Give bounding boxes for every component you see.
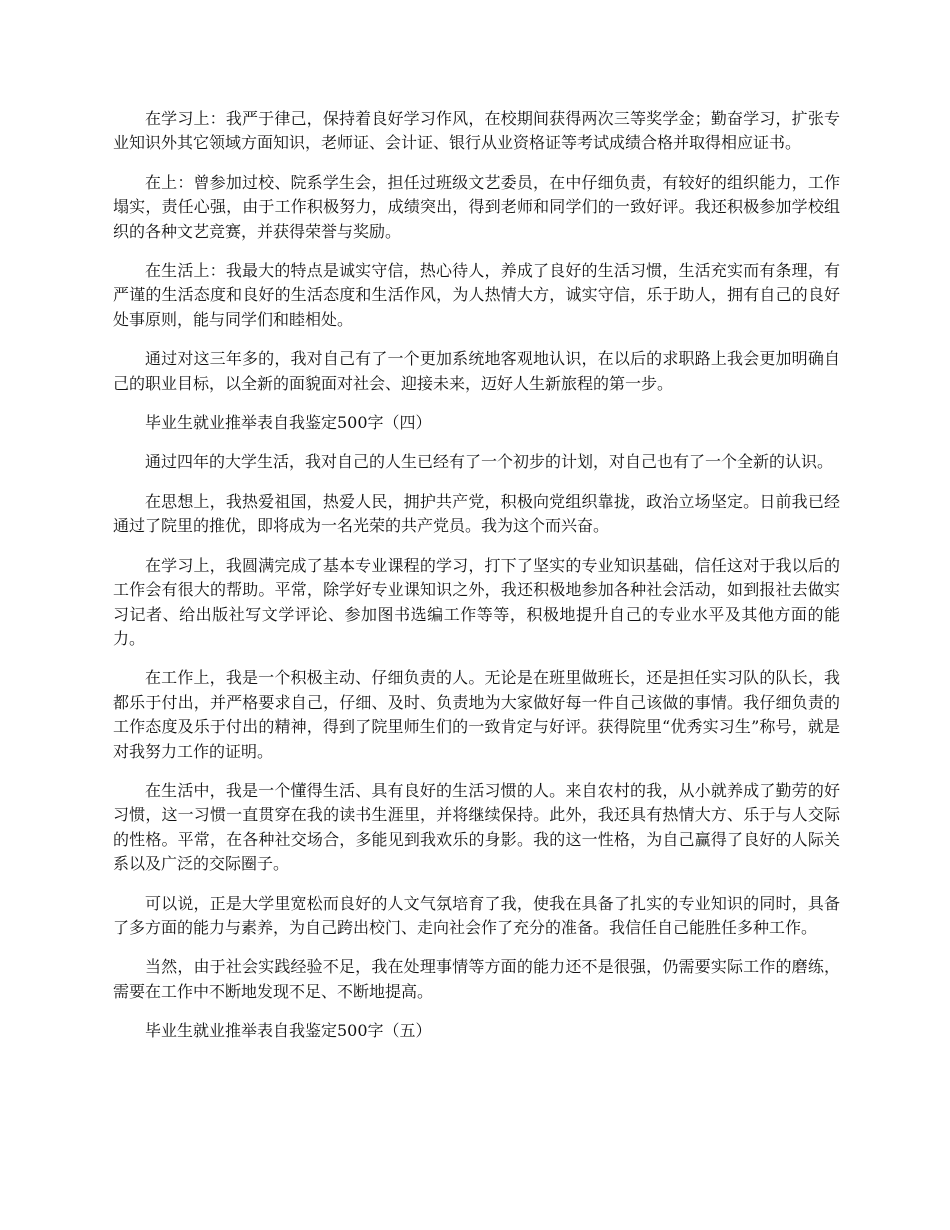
paragraph-conclusion-4: 可以说，正是大学里宽松而良好的人文气氛培育了我，使我在具备了扎实的专业知识的同时，具备了多方面的能力与素养，为自己跨出校门、走向社会作了充分的准备。我信任自己能胜任多种工作。 — [113, 893, 840, 937]
paragraph-life-4: 在生活中，我是一个懂得生活、具有良好的生活习惯的人。来自农村的我，从小就养成了勤劳的好习惯，这一习惯一直贯穿在我的读书生涯里，并将继续保持。此外，我还具有热情大方、乐于与人交际的性格。平常，在各种社交场合，多能见到我欢乐的身影。我的这一性格，为自己赢得了良好的人际关系以及广泛的交际圈子。 — [113, 780, 840, 874]
paragraph-life-1: 在生活上：我最大的特点是诚实守信，热心待人，养成了良好的生活习惯，生活充实而有条理，有严谨的生活态度和良好的生活态度和生活作风，为人热情大方，诚实守信，乐于助人，拥有自己的良好处事原则，能与同学们和睦相处。 — [113, 261, 840, 329]
paragraph-intro-4: 通过四年的大学生活，我对自己的人生已经有了一个初步的计划，对自己也有了一个全新的认识。 — [145, 452, 834, 472]
paragraph-work-4: 在工作上，我是一个积极主动、仔细负责的人。无论是在班里做班长，还是担任实习队的队长，我都乐于付出，并严格要求自己，仔细、及时、负责地为大家做好每一件自己该做的事情。我仔细负责的工作态度及乐于付出的精神，得到了院里师生们的一致肯定与好评。获得院里“优秀实习生”称号，就是对我努力工作的证明。 — [113, 668, 840, 761]
paragraph-summary-1: 通过对这三年多的，我对自己有了一个更加系统地客观地认识，在以后的求职路上我会更加明确自己的职业目标，以全新的面貌面对社会、迎接未来，迈好人生新旅程的第一步。 — [113, 349, 840, 393]
paragraph-thought-4: 在思想上，我热爱祖国，热爱人民，拥护共产党，积极向党组织靠拢，政治立场坚定。日前我已经通过了院里的推优，即将成为一名光荣的共产党员。我为这个而兴奋。 — [113, 491, 840, 536]
document-body — [113, 107, 840, 1059]
section-heading-5: 毕业生就业推举表自我鉴定500字（五） — [145, 1021, 432, 1041]
paragraph-shortcoming-4: 当然，由于社会实践经验不足，我在处理事情等方面的能力还不是很强，仍需要实际工作的磨练，需要在工作中不断地发现不足、不断地提高。 — [113, 957, 840, 1001]
paragraph-study-4: 在学习上，我圆满完成了基本专业课程的学习，打下了坚实的专业知识基础，信任这对于我以后的工作会有很大的帮助。平常，除学好专业课知识之外，我还积极地参加各种社会活动，如到报社去做实习记者、给出版社写文学评论、参加图书选编工作等等，积极地提升自己的专业水平及其他方面的能力。 — [113, 555, 840, 648]
paragraph-study-1: 在学习上：我严于律己，保持着良好学习作风，在校期间获得两次三等奖学金；勤奋学习，扩张专业知识外其它领域方面知识，老师证、会计证、银行从业资格证等考试成绩合格并取得相应证书。 — [113, 109, 840, 153]
section-heading-4: 毕业生就业推举表自我鉴定500字（四） — [145, 413, 432, 433]
paragraph-work-1: 在上：曾参加过校、院系学生会，担任过班级文艺委员，在中仔细负责，有较好的组织能力，工作塌实，责任心强，由于工作积极努力，成绩突出，得到老师和同学们的一致好评。我还积极参加学校组织的各种文艺竞赛，并获得荣誉与奖励。 — [113, 172, 840, 241]
